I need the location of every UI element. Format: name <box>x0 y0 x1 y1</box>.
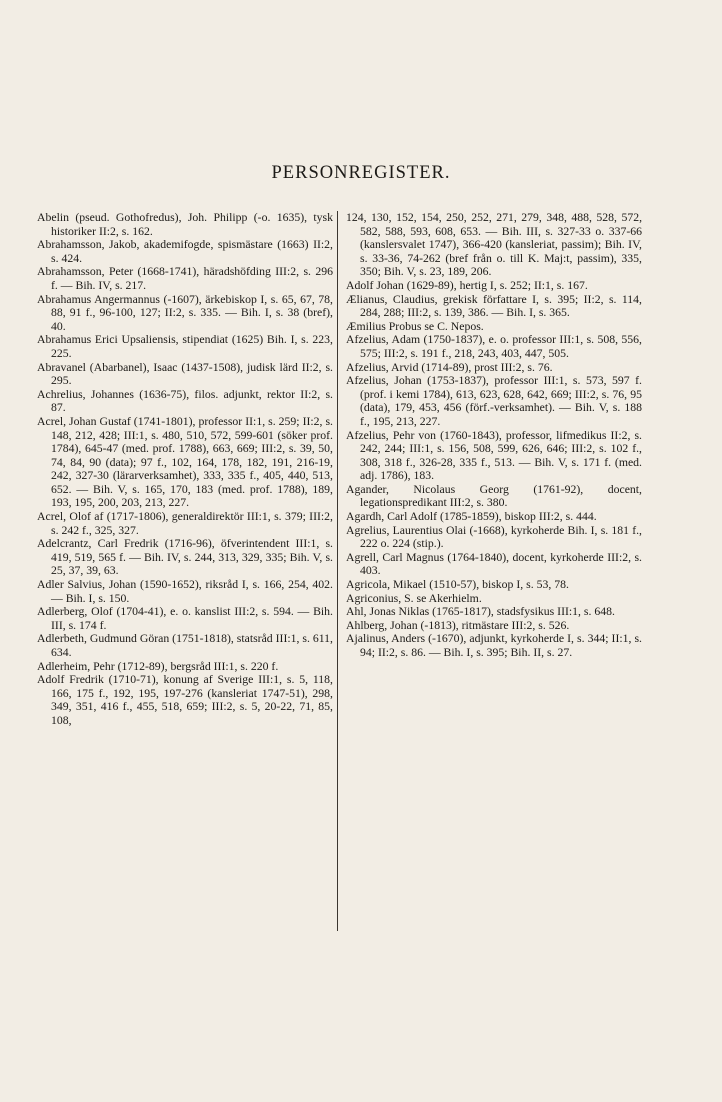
index-entry: Afzelius, Adam (1750-1837), e. o. professor III:1, s. 508, 556, 575; III:2, s. 191 f., 218, 243, 403, 447, 505. <box>346 333 642 360</box>
index-entry: Agander, Nicolaus Georg (1761-92), docent, legationspredikant III:2, s. 380. <box>346 482 642 510</box>
index-entry: Agriconius, S. se Akerhielm. <box>346 591 482 605</box>
index-entry: Adelcrantz, Carl Fredrik (1716-96), öfverintendent III:1, s. 419, 519, 565 f. — Bih. IV, s. 244, 313, 329, 335; Bih. V, s. 25, 37, 39, 63. <box>37 537 333 578</box>
index-entry: Abrahamsson, Jakob, akademifogde, spismästare (1663) II:2, s. 424. <box>37 238 333 265</box>
index-entry: Æmilius Probus se C. Nepos. <box>346 319 484 333</box>
index-entry: Acrel, Olof af (1717-1806), generaldirektör III:1, s. 379; III:2, s. 242 f., 325, 327. <box>37 510 333 537</box>
index-entry: Adlerberg, Olof (1704-41), e. o. kanslist III:2, s. 594. — Bih. III, s. 174 f. <box>37 605 333 632</box>
column-divider <box>337 211 338 931</box>
index-entry: Agrell, Carl Magnus (1764-1840), docent, kyrkoherde III:2, s. 403. <box>346 550 642 578</box>
index-entry: Agardh, Carl Adolf (1785-1859), biskop III:2, s. 444. <box>346 510 597 524</box>
index-entry: 124, 130, 152, 154, 250, 252, 271, 279, 348, 488, 528, 572, 582, 588, 593, 608, 653. — Bih. III, s. 327-33 o. 337-66 (kanslersvalet 1747), 366-420 (kansleriat, passim); Bih. IV, s. 33-36, 74-262 (bref från o. till K. Maj:t, passim), 335, 350; Bih. V, s. 23, 189, 206. <box>346 211 642 279</box>
index-entry: Abravanel (Abarbanel), Isaac (1437-1508), judisk lärd II:2, s. 295. <box>37 360 333 388</box>
index-column-right <box>346 211 642 660</box>
index-entry: Achrelius, Johannes (1636-75), filos. adjunkt, rektor II:2, s. 87. <box>37 387 333 415</box>
index-entry: Ahlberg, Johan (-1813), ritmästare III:2, s. 526. <box>346 618 570 632</box>
index-entry: Afzelius, Pehr von (1760-1843), professor, lifmedikus II:2, s. 242, 244; III:1, s. 156, 508, 599, 626, 646; III:2, s. 102 f., 308, 318 f., 326-28, 335 f., 513. — Bih. V, s. 171 f. (med. adj. 1786), 183. <box>346 428 642 483</box>
index-entry: Abelin (pseud. Gothofredus), Joh. Philipp (-o. 1635), tysk historiker II:2, s. 162. <box>37 211 333 238</box>
index-entry: Abrahamus Angermannus (-1607), ärkebiskop I, s. 65, 67, 78, 88, 91 f., 96-100, 127; II:2, s. 335. — Bih. I, s. 38 (bref), 40. <box>37 292 333 333</box>
index-entry: Afzelius, Johan (1753-1837), professor III:1, s. 573, 597 f. (prof. i kemi 1784), 613, 623, 628, 642, 669; III:2, s. 76, 95 (data), 179, 453, 456 (förf.-verksamhet). — Bih. V, s. 188 f., 195, 213, 227. <box>346 374 642 428</box>
index-entry: Adlerheim, Pehr (1712-89), bergsråd III:1, s. 220 f. <box>37 659 279 673</box>
index-entry: Adolf Johan (1629-89), hertig I, s. 252; II:1, s. 167. <box>346 278 588 292</box>
index-entry: Afzelius, Arvid (1714-89), prost III:2, s. 76. <box>346 360 553 374</box>
index-entry: Ælianus, Claudius, grekisk författare I, s. 395; II:2, s. 114, 284, 288; III:2, s. 139, 386. — Bih. I, s. 365. <box>346 292 642 320</box>
index-entry: Abrahamsson, Peter (1668-1741), häradshöfding III:2, s. 296 f. — Bih. IV, s. 217. <box>37 265 333 292</box>
index-entry: Adolf Fredrik (1710-71), konung af Sverige III:1, s. 5, 118, 166, 175 f., 192, 195, 197-276 (kansleriat 1747-51), 298, 349, 351, 416 f., 455, 518, 659; III:2, s. 5, 20-22, 71, 85, 108, <box>37 673 333 727</box>
index-column-left <box>37 211 333 728</box>
index-entry: Abrahamus Erici Upsaliensis, stipendiat (1625) Bih. I, s. 223, 225. <box>37 333 333 360</box>
page-title: PERSONREGISTER. <box>271 163 451 183</box>
index-entry: Ajalinus, Anders (-1670), adjunkt, kyrkoherde I, s. 344; II:1, s. 94; II:2, s. 86. — Bih. I, s. 395; Bih. II, s. 27. <box>346 632 642 659</box>
index-entry: Acrel, Johan Gustaf (1741-1801), professor II:1, s. 259; II:2, s. 148, 212, 428; III:1, s. 480, 510, 572, 599-601 (söker prof. 1784), 645-47 (med. prof. 1788), 663, 669; III:2, s. 39, 50, 74, 84, 90 (data); 97 f., 102, 164, 178, 182, 191, 216-19, 242, 327-30 (lärarverksamhet), 333, 335 f., 405, 440, 513, 652. — Bih. V, s. 165, 170, 183 (med. prof. 1788), 189, 193, 195, 200, 203, 213, 227. <box>37 414 333 510</box>
index-entry: Adlerbeth, Gudmund Göran (1751-1818), statsråd III:1, s. 611, 634. <box>37 632 333 659</box>
index-entry: Adler Salvius, Johan (1590-1652), riksråd I, s. 166, 254, 402. — Bih. I, s. 150. <box>37 578 333 605</box>
index-entry: Agrelius, Laurentius Olai (-1668), kyrkoherde Bih. I, s. 181 f., 222 o. 224 (stip.). <box>346 523 642 551</box>
index-entry: Ahl, Jonas Niklas (1765-1817), stadsfysikus III:1, s. 648. <box>346 605 615 619</box>
index-entry: Agricola, Mikael (1510-57), biskop I, s. 53, 78. <box>346 578 569 592</box>
